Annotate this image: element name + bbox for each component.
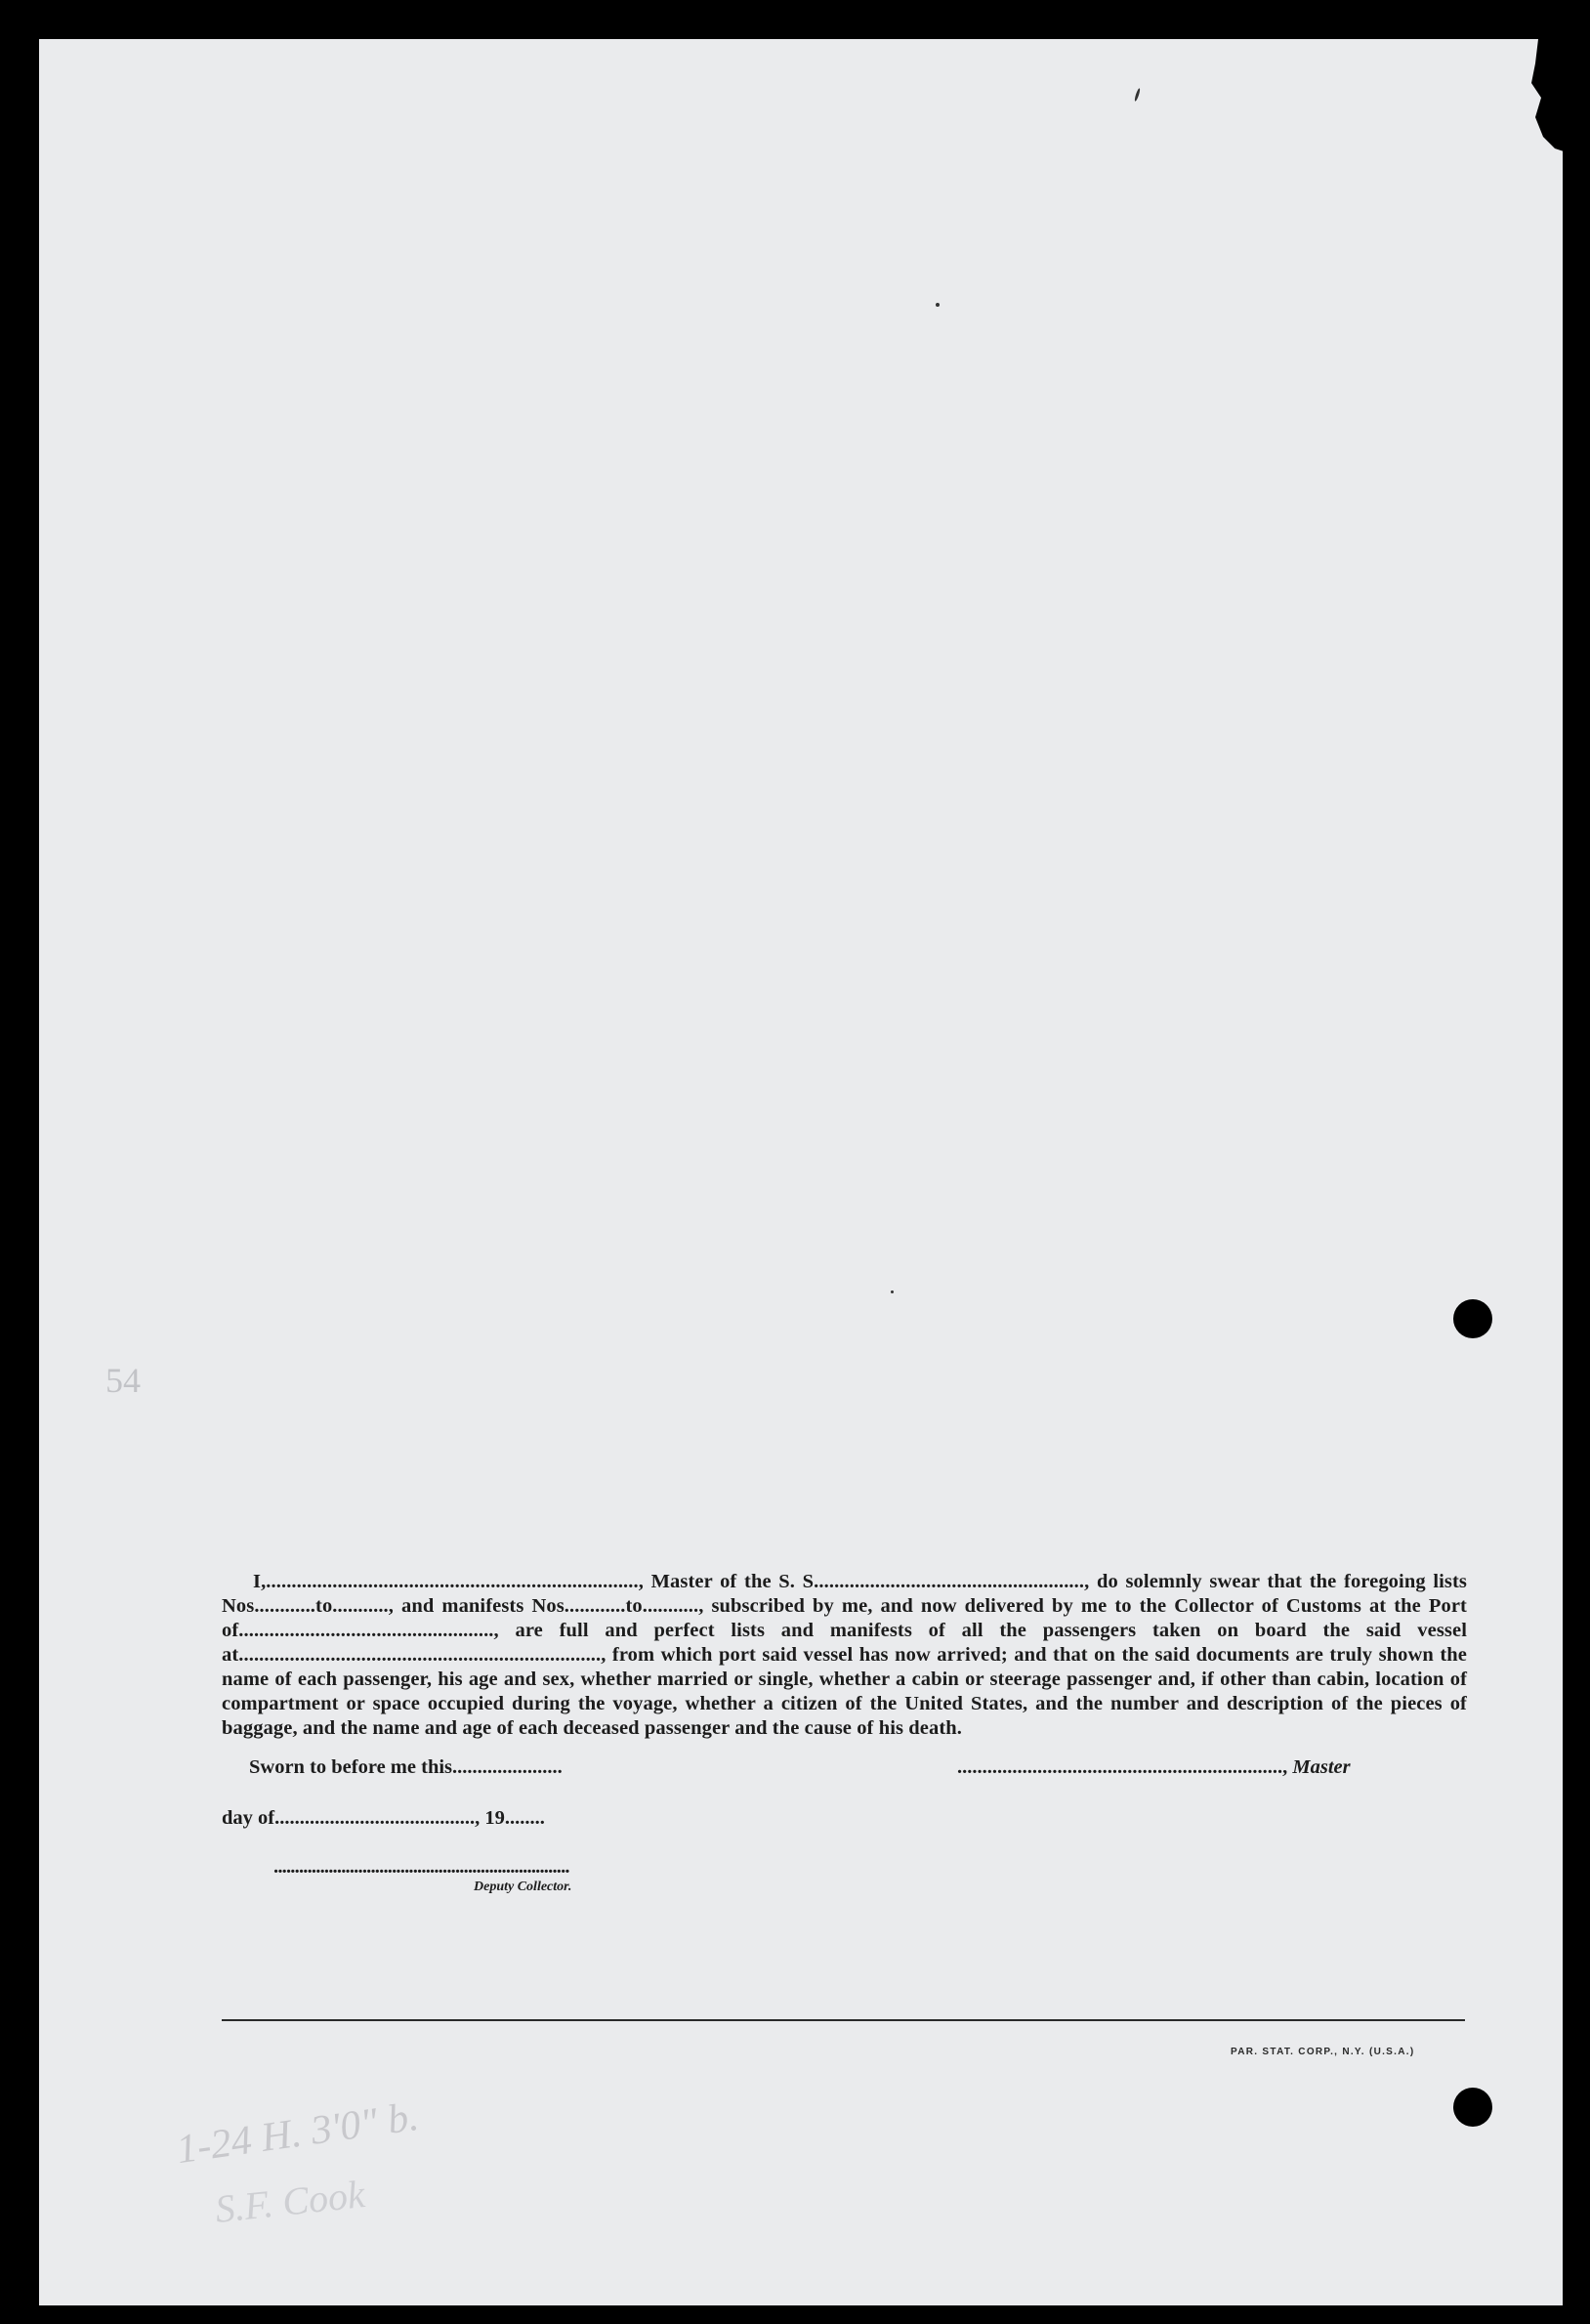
oath-text: I,........................................................................., Master of the S. S....................................................., do solemnly swear that the foregoing lists Nos............to..........., and manifests Nos............to..........., subscribed by me, and now delivered by me to the Collector of Customs at the Port of.................................................., are full and perfect lists and manifests of all the passengers taken on board the said vessel at......................................................................., from which port said vessel has now arrived; and that on the said documents are truly shown the name of each passenger, his age and sex, whether married or single, whether a cabin or steerage passenger and, if other than cabin, location of compartment or space occupied during the voyage, whether a citizen of the United States, and the number and description of the pieces of baggage, and the name and age of each deceased passenger and the cause of his death.: [222, 1571, 1467, 1739]
torn-corner: [1445, 39, 1563, 186]
oath-paragraph: [222, 1570, 1467, 1741]
master-dots: .................................................................,: [957, 1756, 1293, 1778]
punch-hole-upper: [1453, 1299, 1492, 1338]
sworn-line: Sworn to before me this......................: [249, 1756, 563, 1778]
pencil-note-1: 1-24 H. 3'0" b.: [174, 2093, 422, 2174]
day-line: day of........................................, 19........: [222, 1807, 545, 1829]
ink-speck: [891, 1290, 894, 1293]
master-signature-line: [957, 1756, 1351, 1779]
printer-mark: PAR. STAT. CORP., N.Y. (U.S.A.): [1231, 2047, 1415, 2057]
ink-speck: [936, 303, 940, 307]
punch-hole-lower: [1453, 2088, 1492, 2127]
form-sheet: [39, 39, 1563, 2305]
deputy-signature-line: ......................................................................: [273, 1856, 569, 1878]
deputy-collector-label: Deputy Collector.: [474, 1880, 572, 1894]
ink-speck: [1134, 88, 1141, 102]
master-label: Master: [1292, 1756, 1351, 1778]
pencil-note-2: S.F. Cook: [213, 2172, 367, 2231]
page-number-mark: 54: [105, 1361, 141, 1400]
bottom-rule: [222, 2019, 1465, 2021]
